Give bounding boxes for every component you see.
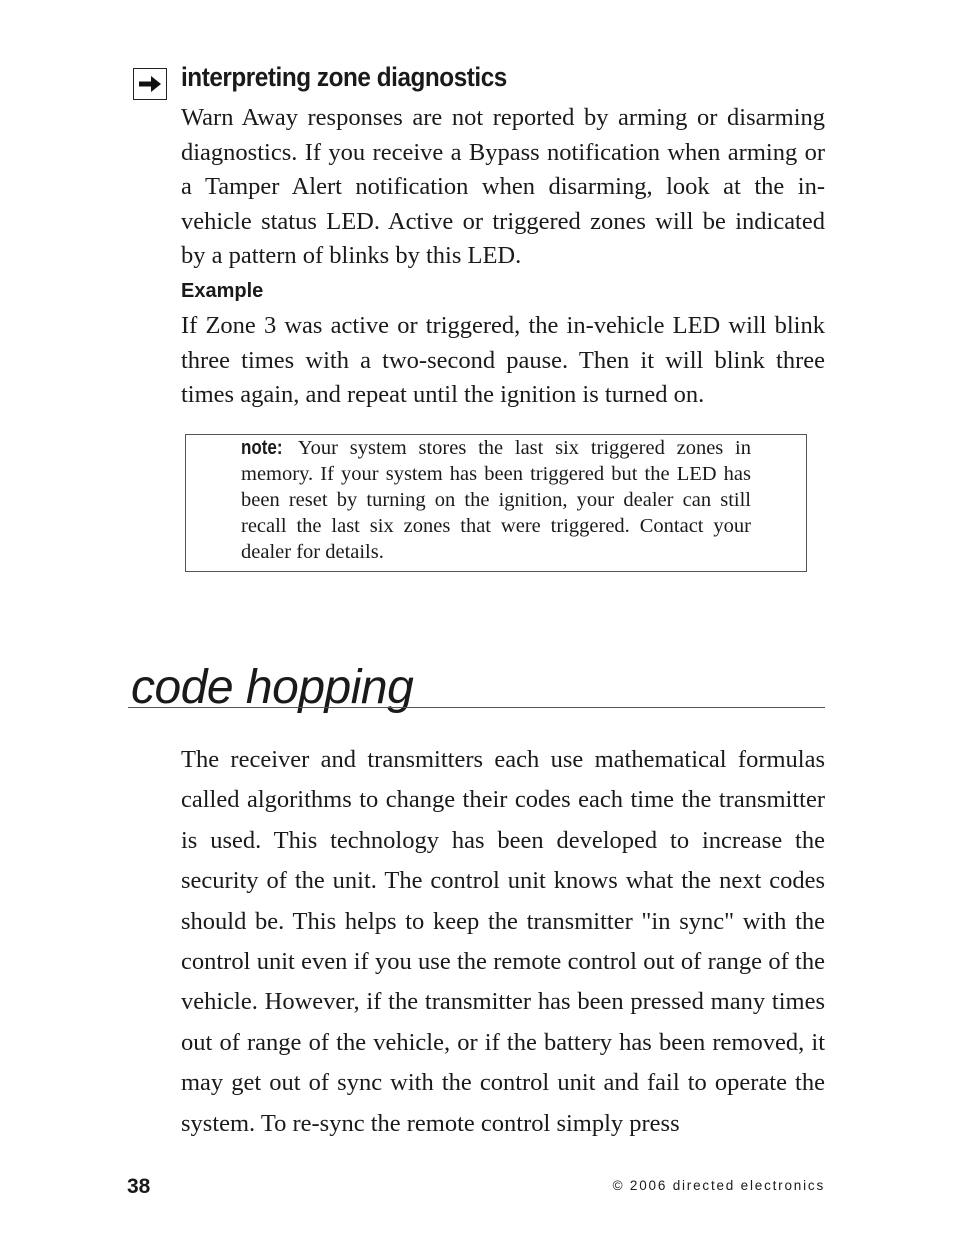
arrow-right-icon (133, 68, 167, 100)
arrow-right-glyph (138, 74, 162, 94)
code-hopping-paragraph: The receiver and transmitters each use mathematical formulas called algorithms to change their codes each time the transmitter is used. This technology has been developed to increase the security of the unit. The control unit knows what the next codes should be. This helps to keep the transmitter "in sync" with the control unit even if you use the remote control out of range of the vehicle. However, if the transmitter has been pressed many times out of range of the vehicle, or if the battery has been removed, it may get out of sync with the control unit and fail to operate the system. To re-sync the remote control simply press (181, 746, 825, 1137)
note-box (185, 434, 807, 572)
chapter-title: code hopping (131, 661, 414, 714)
zone-diagnostics-paragraph: Warn Away responses are not reported by arming or disarming diagnostics. If you receive a Bypass notification when arming or a Tamper Alert notification when disarming, look at the in-vehicle status LED. Active or triggered zones will be indicated by a pattern of blinks by this LED. (181, 104, 825, 270)
note-text-block (241, 435, 751, 565)
note-body: Your system stores the last six triggered zones in memory. If your system has been triggered but the LED has been reset by turning on the ignition, your dealer can still recall the last six zones that were triggered. Contact your dealer for details. (241, 437, 751, 563)
example-paragraph: If Zone 3 was active or triggered, the in-vehicle LED will blink three times with a two-second pause. Then it will blink three times again, and repeat until the ignition is turned on. (181, 312, 825, 409)
section-heading: interpreting zone diagnostics (181, 62, 507, 92)
example-heading: Example (181, 280, 264, 302)
copyright-notice: © 2006 directed electronics (612, 1178, 825, 1193)
note-label: note: (241, 437, 283, 459)
page-number: 38 (127, 1175, 151, 1198)
chapter-divider (128, 707, 825, 708)
